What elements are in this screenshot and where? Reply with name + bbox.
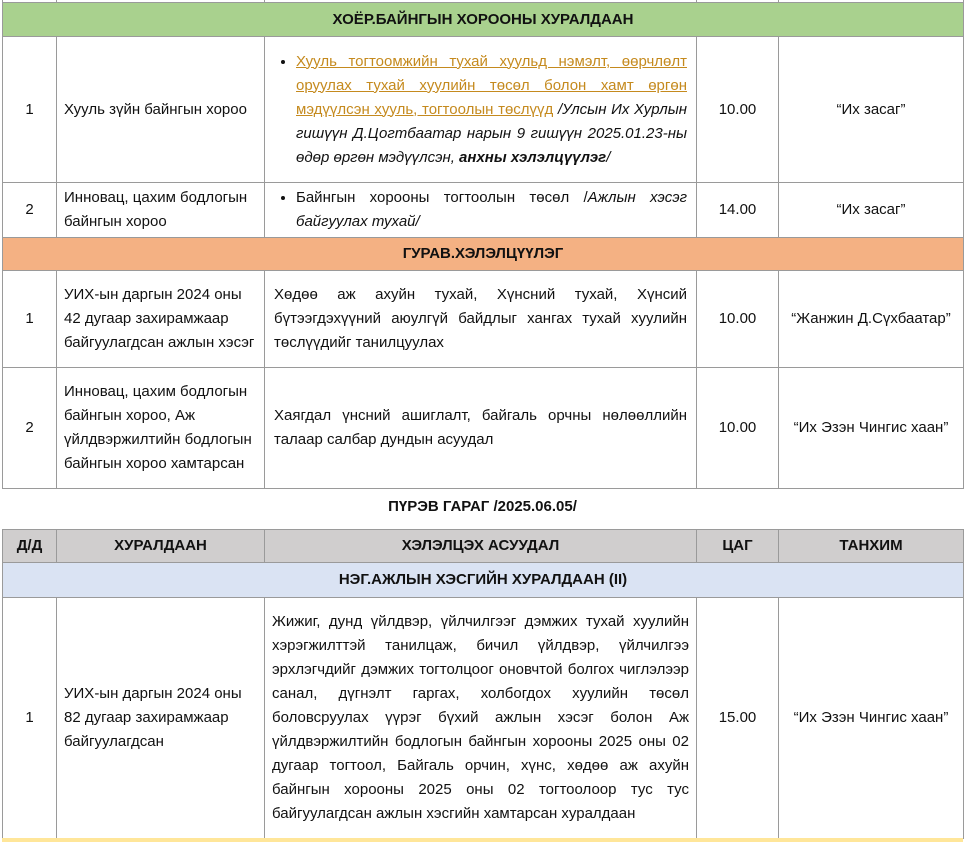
time-cell: 15.00 <box>697 598 779 839</box>
time-cell: 10.00 <box>697 37 779 183</box>
agenda-cell <box>265 183 697 238</box>
next-section-strip <box>2 838 963 842</box>
section-three-title: ГУРАВ.ХЭЛЭЛЦҮҮЛЭГ <box>3 238 964 271</box>
header-issue: ХЭЛЭЛЦЭХ АСУУДАЛ <box>265 530 697 563</box>
section-header-row <box>3 3 964 37</box>
agenda-cell: Хөдөө аж ахуйн тухай, Хүнсний тухай, Хүнсий бүтээгдэхүүний аюулгүй байдлыг хангах тухай хуулийн төслүүдийг танилцуулах <box>265 271 697 368</box>
meeting-body: УИХ-ын даргын 2024 оны 82 дугаар захирамжаар байгуулагдсан <box>57 598 265 839</box>
meeting-body: Хууль зүйн байнгын хороо <box>57 37 265 183</box>
row-number: 1 <box>3 598 57 839</box>
table-row <box>3 271 964 368</box>
table-row <box>3 37 964 183</box>
room-cell: “Их засаг” <box>779 183 964 238</box>
agenda-cell: Жижиг, дунд үйлдвэр, үйлчилгээг дэмжих тухай хуулийн хэрэгжилттэй танилцаж, бичил үйлдвэр, үйлчилгээ эрхлэгчдийг дэмжих тогтолцоог оновчтой болгох чиглэлээр санал, дүгнэлт гаргах, холбогдох хуулийн төсөл боловсруулах үүрэг бүхий ажлын хэсэг болон Аж үйлдвэржилтийн бодлогын байнгын хорооны 2025 оны 02 дугаар тогтоол, Байгаль орчин, хүнс, хөдөө аж ахуйн байнгын хорооны 2025 оны 02 тогтоолоор тус тус байгуулагдсан ажлын хэсгийн хамтарсан хуралдаан <box>265 598 697 839</box>
row-number: 1 <box>3 37 57 183</box>
row-number: 2 <box>3 368 57 489</box>
table-header-row <box>3 530 964 563</box>
room-cell: “Их засаг” <box>779 37 964 183</box>
schedule-table-top <box>2 0 964 489</box>
table-row <box>3 368 964 489</box>
agenda-list <box>274 50 687 170</box>
agenda-italic-text: Ажлын хэсэг байгуулах тухай <box>296 189 687 230</box>
time-cell: 14.00 <box>697 183 779 238</box>
meeting-body: УИХ-ын даргын 2024 оны 42 дугаар захирамжаар байгуулагдсан ажлын хэсэг <box>57 271 265 368</box>
table-row <box>3 598 964 839</box>
header-no: Д/Д <box>3 530 57 563</box>
agenda-cell <box>265 37 697 183</box>
agenda-plain-text: Байнгын хорооны тогтоолын төсөл / <box>296 189 588 206</box>
section-one-title: НЭГ.АЖЛЫН ХЭСГИЙН ХУРАЛДААН (II) <box>3 563 964 598</box>
day-title: ПҮРЭВ ГАРАГ /2025.06.05/ <box>388 498 577 515</box>
room-cell: “Жанжин Д.Сүхбаатар” <box>779 271 964 368</box>
row-number: 1 <box>3 271 57 368</box>
section-header-row <box>3 563 964 598</box>
row-number: 2 <box>3 183 57 238</box>
agenda-link[interactable]: Хууль тогтоомжийн тухай хуульд нэмэлт, өөрчлөлт оруулах тухай хуулийн төсөл болон хамт өргөн мэдүүлсэн хууль, тогтоолын төслүүд <box>296 52 687 118</box>
header-room: ТАНХИМ <box>779 530 964 563</box>
section-header-row <box>3 238 964 271</box>
meeting-body: Инновац, цахим бодлогын байнгын хороо, Аж үйлдвэржилтийн бодлогын байнгын хороо хамтарсан <box>57 368 265 489</box>
room-cell: “Их Эзэн Чингис хаан” <box>779 368 964 489</box>
header-time: ЦАГ <box>697 530 779 563</box>
schedule-table-bottom <box>2 529 964 839</box>
agenda-end-text: / <box>415 213 420 230</box>
agenda-list <box>274 186 687 234</box>
time-cell: 10.00 <box>697 368 779 489</box>
section-two-title: ХОЁР.БАЙНГЫН ХОРООНЫ ХУРАЛДААН <box>3 3 964 37</box>
agenda-italic-text: /Улсын Их Хурлын гишүүн Д.Цогтбаатар нарын 9 гишүүн 2025.01.23-ны өдөр өргөн мэдүүлсэн, <box>296 100 687 166</box>
meeting-body: Инновац, цахим бодлогын байнгын хороо <box>57 183 265 238</box>
table-row <box>3 183 964 238</box>
list-item <box>296 186 687 234</box>
agenda-bold-text: анхны хэлэлцүүлэг <box>459 148 607 166</box>
agenda-end-text: / <box>606 148 611 166</box>
agenda-cell: Хаягдал үнсний ашиглалт, байгаль орчны нөлөөллийн талаар салбар дундын асуудал <box>265 368 697 489</box>
header-meeting: ХУРАЛДААН <box>57 530 265 563</box>
list-item <box>296 50 687 170</box>
room-cell: “Их Эзэн Чингис хаан” <box>779 598 964 839</box>
time-cell: 10.00 <box>697 271 779 368</box>
